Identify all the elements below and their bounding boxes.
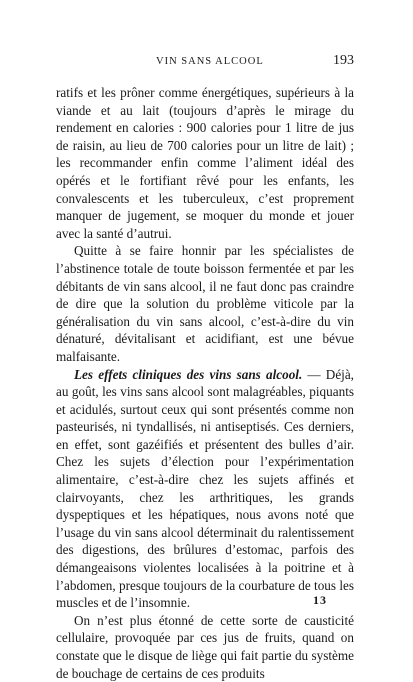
page-number: 193: [333, 53, 354, 68]
body-text: [56, 84, 354, 682]
signature-mark: 13: [313, 593, 327, 607]
running-title: VIN SANS ALCOOL: [156, 56, 264, 67]
paragraph: ratifs et les prôner comme énergétiques, supérieurs à la viande et au lait (toujours d’après le mirage du rendement en calories : 900 calories pour 1 litre de jus de raisin, au lieu de 700 calories pour un litre de lait) ; les recommander enfin comme l’aliment idéal des opérés et le fortifiant rêvé pour les enfants, les convalescents et les tuberculeux, c’est proprement manquer de jugement, se moquer du monde et jouer avec la santé d’autrui.: [56, 85, 354, 241]
paragraph: On n’est plus étonné de cette sorte de causticité cellulaire, provoquée par ces jus de fruits, quand on constate que le disque de liège qui fait partie du système de bouchage de certains de ces produits: [56, 612, 354, 681]
paragraph: Les effets cliniques des vins sans alcool. — Déjà, au goût, les vins sans alcool sont malagréables, piquants et acidulés, surtout ceux qui sont présentés comme non pasteurisés, ni tyndallisés, ni antiseptisés. Ces derniers, en effet, sont gazéifiés et présentent des bulles d’air. Chez les sujets d’élection pour l’expérimentation alimentaire, c’est-à-dire chez les sujets affinés et clairvoyants, chez les arthritiques, les grands dyspeptiques et les hépatiques, nous avons noté que l’usage du vin sans alcool déterminait du ralentissement des digestions, des brûlures d’estomac, parfois des démangeaisons violentes localisées à la poitrine et à l’abdomen, presque toujours de la courbature de tous les muscles et de l’insomnie.: [56, 366, 354, 611]
paragraph: Quitte à se faire honnir par les spécialistes de l’abstinence totale de toute boisson fermentée et par les débitants de vin sans alcool, il ne faut donc pas craindre de dire que la solution du problème viticole par la généralisation du vin sans alcool, c’est-à-dire du vin dénaturé, dévitalisant et acidifiant, est une bévue malfaisante.: [56, 243, 354, 364]
section-lead: Les effets cliniques des vins sans alcool.: [74, 366, 303, 382]
